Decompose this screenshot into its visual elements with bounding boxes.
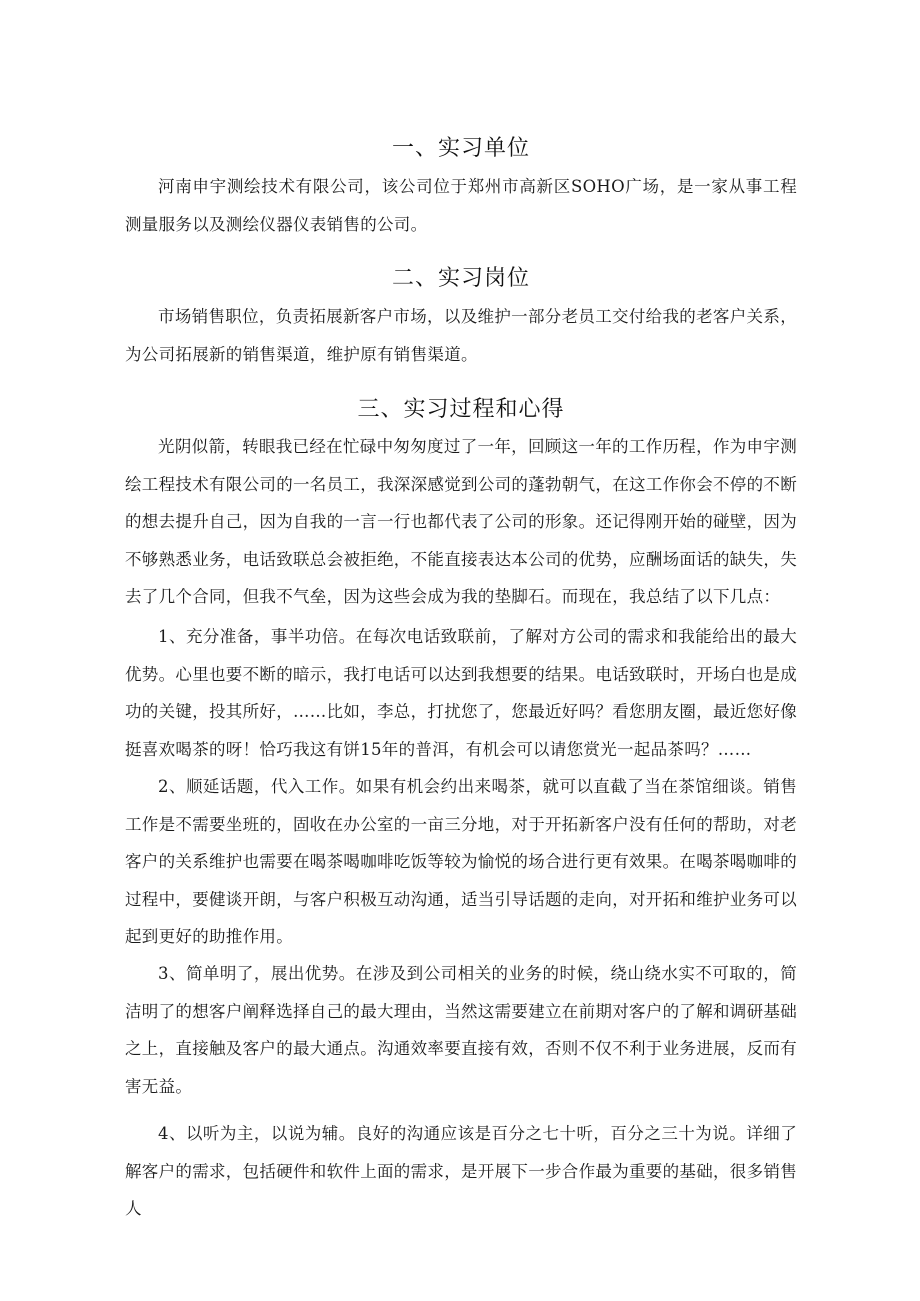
paragraph-point-3: 3、简单明了，展出优势。在涉及到公司相关的业务的时候，绕山绕水实不可取的，简洁明了的想客户阐释选择自己的最大理由，当然这需要建立在前期对客户的了解和调研基础之上，直接触及客户的最大通点。沟通效率要直接有效，否则不仅不利于业务进展，反而有害无益。 (125, 964, 797, 1096)
section-heading-process-and-experience: 三、实习过程和心得 (357, 397, 565, 422)
section-heading-internship-position: 二、实习岗位 (391, 266, 530, 291)
paragraph-point-4: 4、以听为主，以说为辅。良好的沟通应该是百分之七十听，百分之三十为说。详细了解客户的需求，包括硬件和软件上面的需求，是开展下一步合作最为重要的基础，很多销售人 (125, 1124, 797, 1218)
paragraph-reflection-intro: 光阴似箭，转眼我已经在忙碌中匆匆度过了一年，回顾这一年的工作历程，作为申宇测绘工程技术有限公司的一名员工，我深深感觉到公司的蓬勃朝气，在这工作你会不停的不断的想去提升自己，因为自我的一言一行也都代表了公司的形象。还记得刚开始的碰壁，因为不够熟悉业务，电话致联总会被拒绝，不能直接表达本公司的优势，应酬场面话的缺失，失去了几个合同，但我不气垒，因为这些会成为我的垫脚石。而现在，我总结了以下几点： (125, 437, 797, 606)
paragraph-company-intro: 河南申宇测绘技术有限公司，该公司位于郑州市高新区SOHO广场，是一家从事工程测量服务以及测绘仪器仪表销售的公司。 (125, 177, 797, 234)
paragraph-position-description: 市场销售职位，负责拓展新客户市场，以及维护一部分老员工交付给我的老客户关系，为公司拓展新的销售渠道，维护原有销售渠道。 (125, 307, 797, 364)
paragraph-point-1: 1、充分准备，事半功倍。在每次电话致联前，了解对方公司的需求和我能给出的最大优势。心里也要不断的暗示，我打电话可以达到我想要的结果。电话致联时，开场白也是成功的关键，投其所好，……比如，李总，打扰您了，您最近好吗？看您朋友圈，最近您好像挺喜欢喝茶的呀！恰巧我这有饼15年的普洱，有机会可以请您赏光一起品茶吗？…… (125, 627, 797, 759)
section-heading-internship-unit: 一、实习单位 (391, 136, 530, 161)
paragraph-point-2: 2、顺延话题，代入工作。如果有机会约出来喝茶，就可以直截了当在茶馆细谈。销售工作是不需要坐班的，固收在办公室的一亩三分地，对于开拓新客户没有任何的帮助，对老客户的关系维护也需要在喝茶喝咖啡吃饭等较为愉悦的场合进行更有效果。在喝茶喝咖啡的过程中，要健谈开朗，与客户积极互动沟通，适当引导话题的走向，对开拓和维护业务可以起到更好的助推作用。 (125, 777, 797, 946)
